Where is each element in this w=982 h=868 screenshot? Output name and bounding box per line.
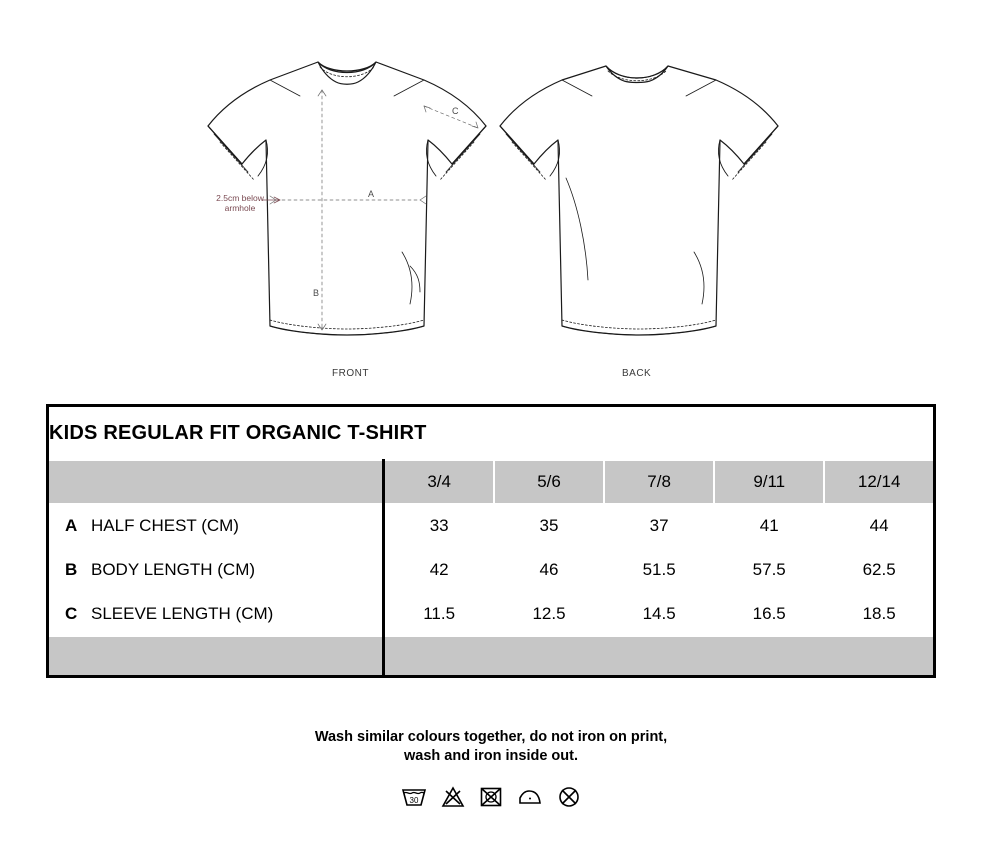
row-letter-a: A xyxy=(65,516,78,535)
care-text-line-2: wash and iron inside out. xyxy=(403,748,578,764)
do-not-bleach-icon xyxy=(441,786,465,808)
cell-a-12-14: 44 xyxy=(824,504,934,548)
cell-b-12-14: 62.5 xyxy=(824,548,934,592)
front-view-caption: FRONT xyxy=(332,368,369,379)
chart-title: KIDS REGULAR FIT ORGANIC T-SHIRT xyxy=(48,406,935,461)
armhole-note-label: 2.5cm below armhole xyxy=(216,193,264,213)
care-text-line-1: Wash similar colours together, do not iron on print, xyxy=(314,729,668,745)
size-header-3-4: 3/4 xyxy=(384,460,494,504)
row-label-sleeve-length xyxy=(48,592,384,636)
cell-c-12-14: 18.5 xyxy=(824,592,934,636)
row-label-text-a: HALF CHEST (CM) xyxy=(91,516,239,535)
cell-a-5-6: 35 xyxy=(494,504,604,548)
cell-a-9-11: 41 xyxy=(714,504,824,548)
row-label-text-c: SLEEVE LENGTH (CM) xyxy=(91,604,274,623)
care-instructions xyxy=(0,728,982,808)
footer-label-cell xyxy=(48,636,384,677)
cell-a-7-8: 37 xyxy=(604,504,714,548)
row-label-body-length xyxy=(48,548,384,592)
table-row xyxy=(48,548,935,592)
cell-c-7-8: 14.5 xyxy=(604,592,714,636)
cell-c-9-11: 16.5 xyxy=(714,592,824,636)
size-chart-container xyxy=(46,404,936,678)
header-blank-cell xyxy=(48,460,384,504)
do-not-tumble-dry-icon xyxy=(479,786,503,808)
size-header-row xyxy=(48,460,935,504)
size-header-5-6: 5/6 xyxy=(494,460,604,504)
row-label-text-b: BODY LENGTH (CM) xyxy=(91,560,256,579)
cell-b-5-6: 46 xyxy=(494,548,604,592)
cell-a-3-4: 33 xyxy=(384,504,494,548)
footer-values-cell xyxy=(384,636,935,677)
row-label-half-chest xyxy=(48,504,384,548)
do-not-dry-clean-icon xyxy=(557,786,581,808)
svg-text:C: C xyxy=(452,106,459,116)
care-symbol-row xyxy=(0,786,982,808)
row-letter-c: C xyxy=(65,604,78,623)
back-view-caption: BACK xyxy=(622,368,652,379)
wash-temperature-label: 30 xyxy=(409,796,419,805)
svg-text:A: A xyxy=(368,189,375,199)
tshirt-technical-drawing xyxy=(0,30,982,370)
shirt-illustrations xyxy=(0,30,982,379)
cell-b-9-11: 57.5 xyxy=(714,548,824,592)
cell-c-3-4: 11.5 xyxy=(384,592,494,636)
table-row xyxy=(48,504,935,548)
row-letter-b: B xyxy=(65,560,78,579)
garment-diagram-area xyxy=(0,0,982,379)
size-chart-table xyxy=(46,404,936,678)
size-header-12-14: 12/14 xyxy=(824,460,934,504)
svg-text:B: B xyxy=(313,288,320,298)
iron-low-icon xyxy=(517,786,543,808)
cell-c-5-6: 12.5 xyxy=(494,592,604,636)
size-header-7-8: 7/8 xyxy=(604,460,714,504)
table-footer-row xyxy=(48,636,935,677)
cell-b-7-8: 51.5 xyxy=(604,548,714,592)
cell-b-3-4: 42 xyxy=(384,548,494,592)
chart-title-row xyxy=(48,406,935,461)
wash-30-icon xyxy=(401,786,427,808)
table-row xyxy=(48,592,935,636)
size-header-9-11: 9/11 xyxy=(714,460,824,504)
